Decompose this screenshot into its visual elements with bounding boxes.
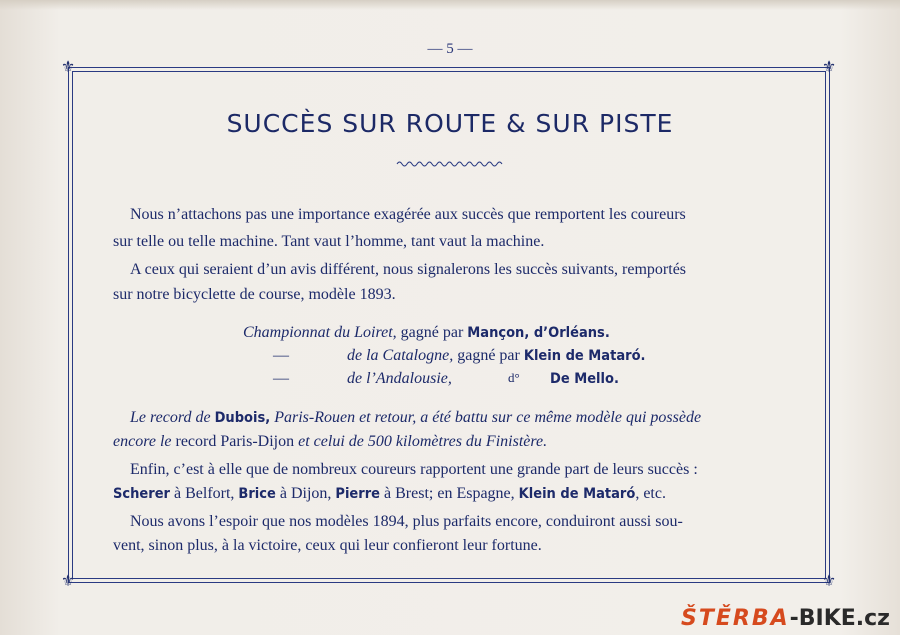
rider-name: Scherer: [113, 486, 170, 502]
record-text: et celui de 500 kilomètres du Finistère.: [294, 433, 548, 450]
record-name: Dubois,: [214, 410, 271, 426]
rider-place: à Belfort,: [170, 485, 239, 502]
championship-winner: Klein de Mataró.: [523, 348, 646, 364]
record-line-1: [130, 409, 701, 427]
title-ornament-icon: [395, 160, 505, 168]
fleuron-top-left-icon: ⚜: [60, 57, 76, 76]
rider-name: Pierre: [335, 486, 381, 502]
championship-row: [243, 324, 610, 342]
enfin-line-1: Enfin, c’est à elle que de nombreux coureurs rapportent une grande part de leurs succès :: [130, 461, 698, 478]
watermark-sub: -BIKE.cz: [789, 606, 890, 631]
championship-event: de l’Andalousie,: [347, 370, 452, 387]
championship-event: de la Catalogne,: [347, 347, 454, 364]
enfin-line-2: [113, 485, 666, 503]
championship-winner: Mançon, d’Orléans.: [467, 325, 610, 341]
championship-event: Championnat du Loiret,: [243, 324, 397, 341]
fleuron-bottom-left-icon: ⚜: [60, 571, 76, 590]
record-text: Paris-Rouen et retour, a été battu sur ce même modèle qui possède: [270, 409, 702, 426]
paragraph-2-line-1: A ceux qui seraient d’un avis différent, nous signalerons les succès suivants, remportés: [130, 261, 687, 278]
page-fold-shadow: [0, 0, 900, 10]
closing-line-1: Nous avons l’espoir que nos modèles 1894, plus parfaits encore, conduiront aussi sou-: [130, 513, 683, 530]
paragraph-2-line-2: sur notre bicyclette de course, modèle 1893.: [113, 286, 396, 303]
site-watermark: [681, 606, 890, 631]
record-text: Le record de: [130, 409, 215, 426]
championship-verb: gagné par: [400, 324, 464, 341]
record-text: encore le: [113, 433, 176, 450]
championship-row: [347, 370, 452, 388]
record-line-2: [113, 433, 547, 451]
fleuron-bottom-right-icon: ⚜: [821, 571, 837, 590]
championship-dash: —: [273, 370, 289, 387]
championship-winner: De Mello.: [550, 371, 619, 387]
rider-name: Klein de Mataró: [518, 486, 636, 502]
record-text: record Paris-Dijon: [175, 433, 295, 450]
ditto-mark: d°: [508, 370, 520, 385]
rider-place: , etc.: [635, 485, 666, 502]
paragraph-1-line-2: sur telle ou telle machine. Tant vaut l’homme, tant vaut la machine.: [113, 233, 545, 250]
championship-row: [347, 347, 646, 365]
rider-place: à Dijon,: [275, 485, 336, 502]
page-title: SUCCÈS SUR ROUTE & SUR PISTE: [226, 109, 674, 138]
fleuron-top-right-icon: ⚜: [821, 57, 837, 76]
closing-line-2: vent, sinon plus, à la victoire, ceux qui leur confieront leur fortune.: [113, 537, 542, 554]
paragraph-1-line-1: Nous n’attachons pas une importance exagérée aux succès que remportent les coureurs: [130, 206, 686, 223]
rider-place: à Brest; en Espagne,: [380, 485, 519, 502]
rider-name: Brice: [238, 486, 276, 502]
championship-verb: gagné par: [457, 347, 520, 364]
championship-winner-row: [550, 370, 619, 388]
watermark-main: ŠTĚRBA: [681, 606, 790, 631]
championship-dash: —: [273, 347, 289, 364]
page-number: — 5 —: [427, 41, 473, 57]
